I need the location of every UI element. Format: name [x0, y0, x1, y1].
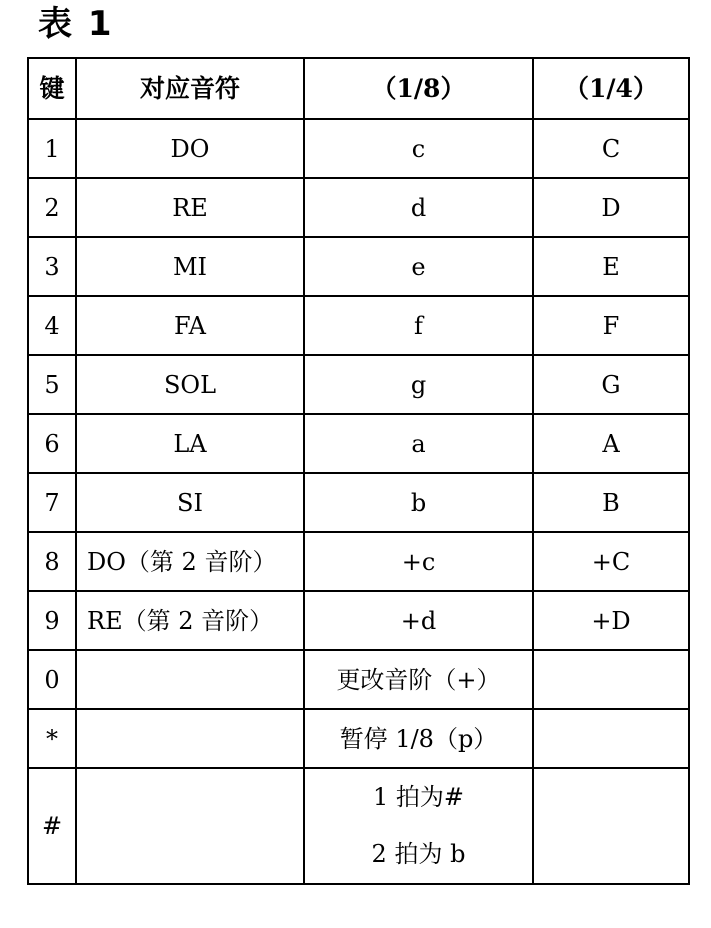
- eighth-cell: +d: [304, 591, 533, 650]
- header-note: 对应音符: [76, 58, 304, 119]
- eighth-cell: a: [304, 414, 533, 473]
- table-row: [28, 178, 689, 237]
- key-cell: 9: [28, 591, 76, 650]
- eighth-cell: 暂停 1/8（p）: [304, 709, 533, 768]
- quarter-cell: +D: [533, 591, 689, 650]
- key-cell: 1: [28, 119, 76, 178]
- eighth-cell: 更改音阶（+）: [304, 650, 533, 709]
- table-row: [28, 355, 689, 414]
- quarter-cell: G: [533, 355, 689, 414]
- quarter-cell: [533, 650, 689, 709]
- beat-rule-line: 2 拍为 b: [371, 840, 466, 868]
- eighth-cell: e: [304, 237, 533, 296]
- note-cell: [76, 709, 304, 768]
- quarter-cell: +C: [533, 532, 689, 591]
- beat-rule-line: 1 拍为#: [372, 783, 464, 811]
- eighth-cell: +c: [304, 532, 533, 591]
- eighth-cell: c: [304, 119, 533, 178]
- note-cell: DO（第 2 音阶）: [76, 532, 304, 591]
- key-cell: #: [28, 768, 76, 884]
- note-cell: FA: [76, 296, 304, 355]
- eighth-cell: b: [304, 473, 533, 532]
- eighth-cell: g: [304, 355, 533, 414]
- table-row: [28, 591, 689, 650]
- table-row: [28, 650, 689, 709]
- note-cell: SOL: [76, 355, 304, 414]
- header-quarter: （1/4）: [533, 58, 689, 119]
- header-key: 键: [28, 58, 76, 119]
- table-row: [28, 473, 689, 532]
- table-row: [28, 414, 689, 473]
- note-cell: [76, 650, 304, 709]
- header-row: [28, 58, 689, 119]
- eighth-cell: [304, 768, 533, 884]
- note-cell: MI: [76, 237, 304, 296]
- key-note-table: [27, 57, 690, 885]
- note-cell: DO: [76, 119, 304, 178]
- table-row: [28, 532, 689, 591]
- quarter-cell: C: [533, 119, 689, 178]
- key-cell: 8: [28, 532, 76, 591]
- eighth-cell: d: [304, 178, 533, 237]
- quarter-cell: [533, 768, 689, 884]
- header-eighth: （1/8）: [304, 58, 533, 119]
- quarter-cell: B: [533, 473, 689, 532]
- key-cell: 5: [28, 355, 76, 414]
- quarter-cell: A: [533, 414, 689, 473]
- note-cell: RE: [76, 178, 304, 237]
- note-cell: [76, 768, 304, 884]
- table-row: [28, 768, 689, 884]
- table-title: 表 1: [38, 4, 114, 44]
- quarter-cell: [533, 709, 689, 768]
- quarter-cell: D: [533, 178, 689, 237]
- key-cell: 4: [28, 296, 76, 355]
- note-cell: LA: [76, 414, 304, 473]
- quarter-cell: F: [533, 296, 689, 355]
- table-row: [28, 237, 689, 296]
- key-cell: 0: [28, 650, 76, 709]
- table-row: [28, 709, 689, 768]
- key-cell: 2: [28, 178, 76, 237]
- note-cell: SI: [76, 473, 304, 532]
- eighth-cell: f: [304, 296, 533, 355]
- note-cell: RE（第 2 音阶）: [76, 591, 304, 650]
- table-row: [28, 119, 689, 178]
- table-row: [28, 296, 689, 355]
- key-cell: *: [28, 709, 76, 768]
- key-cell: 3: [28, 237, 76, 296]
- quarter-cell: E: [533, 237, 689, 296]
- key-cell: 6: [28, 414, 76, 473]
- key-cell: 7: [28, 473, 76, 532]
